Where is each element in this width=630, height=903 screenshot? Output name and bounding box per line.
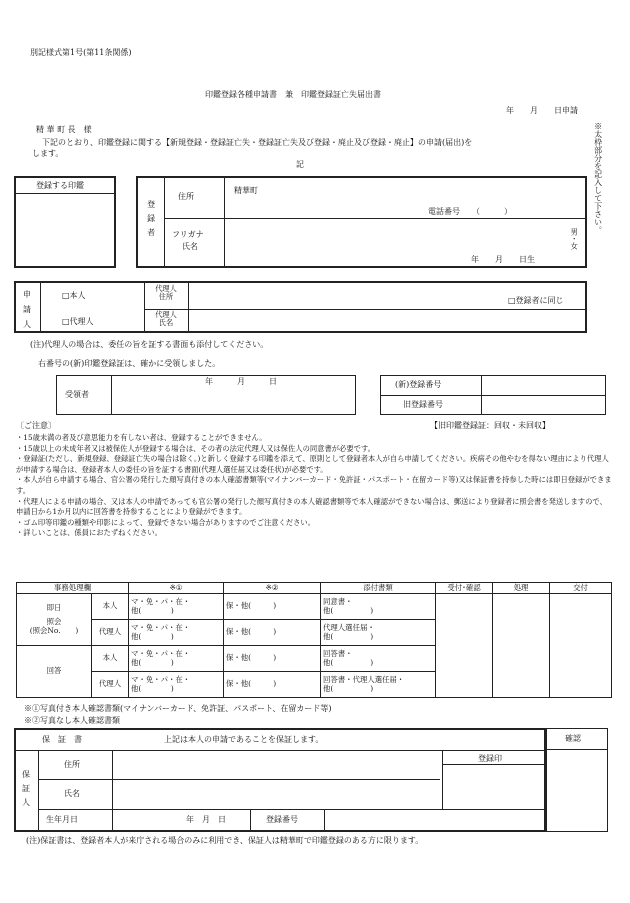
name-label: 氏名 (182, 242, 198, 251)
col-docs: 添付書類 (321, 583, 436, 594)
addressee: 精 華 町 長 様 (36, 125, 92, 134)
notice-item: ・15歳以上の未成年者又は被保佐人が登録する場合は、その者の法定代理人又は保佐人の同意書が必要です。 (16, 443, 375, 453)
ki-label: 記 (296, 160, 304, 169)
agent-address-label: 代理人 住所 (155, 284, 177, 302)
registrant-side-label: 登録者 (146, 200, 156, 242)
gender-select[interactable]: 男・女 (570, 228, 580, 250)
address-value[interactable]: 精華町 (234, 186, 258, 195)
guarantee-footer: (注)保証書は、登録者本人が来庁される場合のみに利用でき、保証人は精華町で印鑑登録のある方に限ります。 (26, 836, 424, 845)
office-processing-table (16, 582, 612, 698)
row-agent: 代理人 (92, 620, 129, 646)
guarantor-address-label: 住所 (64, 760, 80, 769)
receipt-line: 右番号の(新)印鑑登録証は、確かに受領しました。 (38, 359, 221, 368)
intro-text: 下記のとおり、印鑑登録に関する【新規登録・登録証亡失・登録証亡失及び登録・廃止及び登録・廃止】の申請(届出)を (42, 138, 473, 147)
row-self: 本人 (92, 646, 129, 672)
col-issue: 交付 (550, 583, 612, 594)
footnote-id2: ※②写真なし本人確認書類 (24, 716, 120, 725)
doc-cell[interactable]: 同意書・ 他( ) (321, 594, 436, 620)
id1-cell[interactable]: マ・免・パ・在・ 他( ) (129, 594, 224, 620)
handle-cell[interactable] (493, 594, 550, 698)
guarantee-title: 保 証 書 (42, 735, 82, 744)
old-number-label: 旧登録番号 (403, 400, 443, 409)
address-label: 住所 (178, 192, 194, 201)
id1-cell[interactable]: マ・免・パ・在・ 他( ) (129, 646, 224, 672)
applicant-box (14, 281, 587, 333)
notice-heading: 〔ご注意〕 (16, 421, 56, 430)
old-card-status[interactable]: 【旧印鑑登録証：回収・未回収】 (430, 421, 550, 430)
col-proc: 事務処理欄 (17, 583, 129, 594)
birth-date[interactable]: 年 月 日生 (471, 255, 535, 264)
col-accept: 受付･確認 (436, 583, 493, 594)
form-title: 印鑑登録各種申請書 兼 印鑑登録証亡失届出書 (205, 90, 381, 99)
guarantor-birth-value[interactable]: 年 月 日 (186, 815, 226, 824)
registrant-box (136, 176, 587, 268)
notice-item: ・ゴム印等印鑑の種類や印影によって、登録できない場合がありますのでご注意ください。 (16, 517, 316, 527)
proc-sameday-inquiry[interactable] (17, 594, 92, 646)
phone-label[interactable]: 電話番号 （ ） (428, 207, 512, 216)
inquiry-label: 照会 (46, 617, 62, 627)
col-handle: 処理 (493, 583, 550, 594)
seal-box-label: 登録する印鑑 (36, 181, 84, 190)
id1-cell[interactable]: マ・免・パ・在・ 他( ) (129, 620, 224, 646)
row-agent: 代理人 (92, 672, 129, 698)
agent-name-label: 代理人 氏名 (155, 310, 177, 328)
notice-item: ・15歳未満の者及び意思能力を有しない者は、登録することができません。 (16, 433, 267, 442)
side-note: ※太枠部分を記入して下さい。 (593, 122, 603, 234)
inquiry-no[interactable]: (照会No. ) (29, 625, 79, 635)
new-number-label: (新)登録番号 (395, 380, 442, 389)
guarantee-box (14, 728, 546, 832)
same-as-registrant-checkbox[interactable]: □登録者に同じ (508, 296, 564, 305)
id2-cell[interactable]: 保・他( ) (224, 620, 321, 646)
intro-text-2: します。 (32, 149, 64, 158)
proc-reply[interactable]: 回答 (17, 646, 92, 698)
form-number: 別記様式第1号(第11条関係) (30, 48, 132, 57)
furigana-label: フリガナ (172, 230, 204, 239)
applicant-self-checkbox[interactable]: □本人 (62, 291, 86, 300)
guarantor-seal-label: 登録印 (478, 754, 502, 763)
id2-cell[interactable]: 保・他( ) (224, 672, 321, 698)
guarantee-statement: 上記は本人の申請であることを保証します。 (164, 735, 324, 744)
confirm-label: 確認 (565, 734, 581, 743)
id1-cell[interactable]: マ・免・パ・在・ 他( ) (129, 672, 224, 698)
notice-item: ・本人が自ら申請する場合、官公署の発行した顔写真付きの本人確認書類等(マイナンバーカード・免許証・パスポート・在留カード等)又は保証書を持参した時には即日登録ができます。 (16, 475, 612, 495)
id2-cell[interactable]: 保・他( ) (224, 594, 321, 620)
seal-box[interactable] (14, 176, 116, 268)
sameday-label: 即日 (46, 603, 62, 613)
notice-item: ・代理人による申請の場合、又は本人の申請であっても官公署の発行した顔写真付きの本人確認書類等で本人確認ができない場合は、郵送により登録者に照会書を発送しますので、申請日から1か月以内に回答書を持参することにより登録ができます。 (16, 496, 607, 517)
doc-cell[interactable]: 回答書・代理人選任届・ 他( ) (321, 672, 436, 698)
id2-cell[interactable]: 保・他( ) (224, 646, 321, 672)
doc-cell[interactable]: 回答書・ 他( ) (321, 646, 436, 672)
doc-cell[interactable]: 代理人選任届・ 他( ) (321, 620, 436, 646)
application-date[interactable]: 年 月 日申請 (506, 106, 578, 115)
confirm-box[interactable] (546, 728, 608, 832)
receipt-date[interactable]: 年 月 日 (205, 377, 277, 386)
registration-number-box (380, 375, 606, 415)
col-id2: ※② (224, 583, 321, 594)
issue-cell[interactable] (550, 594, 612, 698)
guarantor-name-label: 氏名 (64, 789, 80, 798)
guarantor-reg-no-label: 登録番号 (266, 815, 298, 824)
notice-item: ・詳しいことは、係員におたずねください。 (16, 528, 162, 538)
notice-item: ・登録証(ただし、新規登録、登録証亡失の場合は除く。)と新しく登録する印鑑を添えて、原則として登録者本人が自ら申請してください。疾病その他やむを得ない理由により代理人が申請する場合は、登録者本人の委任の旨を証する書面(代理人選任届又は委任状)が必要です。 (16, 454, 609, 474)
guarantor-side-label: 保証人 (22, 770, 30, 807)
col-id1: ※① (129, 583, 224, 594)
agent-note: (注)代理人の場合は、委任の旨を証する書面も添付してください。 (30, 340, 269, 349)
guarantor-birth-label: 生年月日 (46, 815, 78, 824)
applicant-side-label: 申請人 (23, 290, 31, 329)
applicant-agent-checkbox[interactable]: □代理人 (62, 317, 94, 326)
receiver-label: 受領者 (65, 390, 89, 399)
footnote-id1: ※①写真付き本人確認書類(マイナンバーカード、免許証、パスポート、在留カード等) (24, 704, 332, 713)
row-self: 本人 (92, 594, 129, 620)
receipt-box[interactable] (56, 375, 356, 415)
notice-list (16, 433, 612, 539)
accept-cell[interactable] (436, 594, 493, 698)
